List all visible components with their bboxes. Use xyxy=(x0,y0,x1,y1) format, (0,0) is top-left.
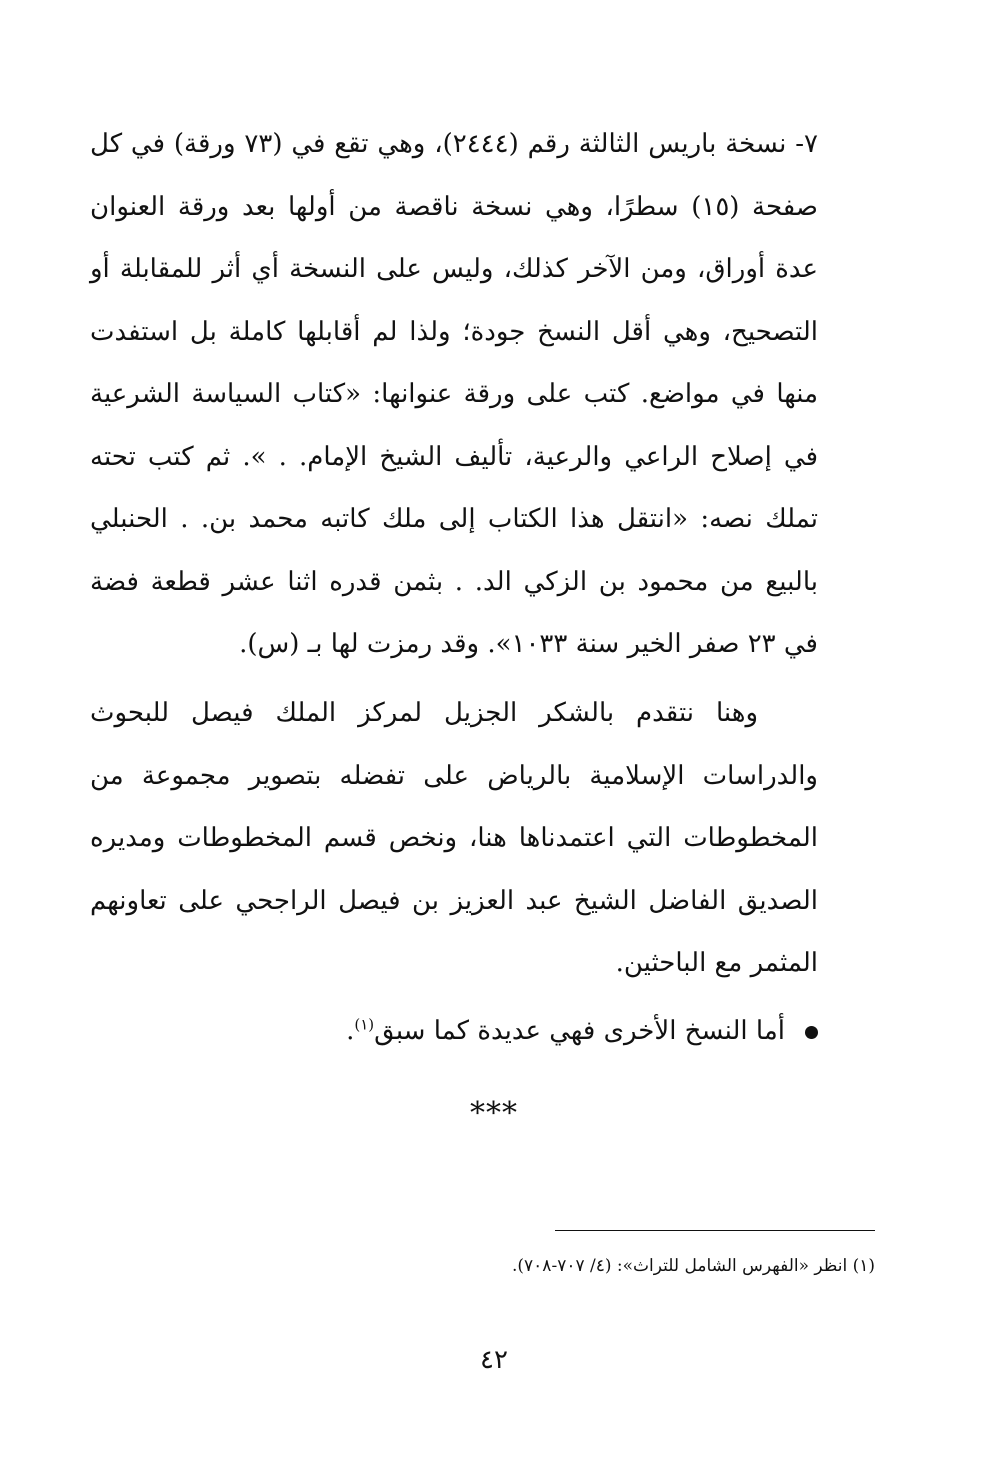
footnote-reference[interactable]: (١) xyxy=(354,1015,375,1034)
bullet-item xyxy=(90,1000,818,1062)
bullet-dot-icon xyxy=(805,1026,818,1039)
section-separator: *** xyxy=(470,1096,518,1131)
bullet-text: أما النسخ الأخرى فهي عديدة كما سبق xyxy=(374,1016,785,1046)
footnote-text: (١) انظر «الفهرس الشامل للتراث»: (٤/ ٧٠٧-٧٠٨). xyxy=(511,1256,875,1276)
footnote-divider xyxy=(555,1230,875,1231)
manuscript-item-7-paragraph: ٧- نسخة باريس الثالثة رقم (٢٤٤٤)، وهي تقع في (٧٣ ورقة) في كل صفحة (١٥) سطرًا، وهي نسخة ناقصة من أولها بعد ورقة العنوان عدة أوراق، ومن الآخر كذلك، وليس على النسخة أي أثر للمقابلة أو التصحيح، وهي أقل النسخ جودة؛ ولذا لم أقابلها كاملة بل استفدت منها في مواضع. كتب على ورقة عنوانها: «كتاب السياسة الشرعية في إصلاح الراعي والرعية، تأليف الشيخ الإمام. . ». ثم كتب تحته تملك نصه: «انتقل هذا الكتاب إلى ملك كاتبه محمد بن. . الحنبلي بالبيع من محمود بن الزكي الد. . بثمن قدره اثنا عشر قطعة فضة في ٢٣ صفر الخير سنة ١٠٣٣». وقد رمزت لها بـ (س). xyxy=(90,129,818,659)
acknowledgement-paragraph: وهنا نتقدم بالشكر الجزيل لمركز الملك فيصل للبحوث والدراسات الإسلامية بالرياض على تفضله بتصوير مجموعة من المخطوطات التي اعتمدناها هنا، ونخص قسم المخطوطات ومديره الصديق الفاضل الشيخ عبد العزيز بن فيصل الراجحي على تعاونهم المثمر مع الباحثين. xyxy=(90,698,818,978)
page-number: ٤٢ xyxy=(480,1345,508,1375)
bullet-end-punctuation: . xyxy=(346,1016,355,1046)
